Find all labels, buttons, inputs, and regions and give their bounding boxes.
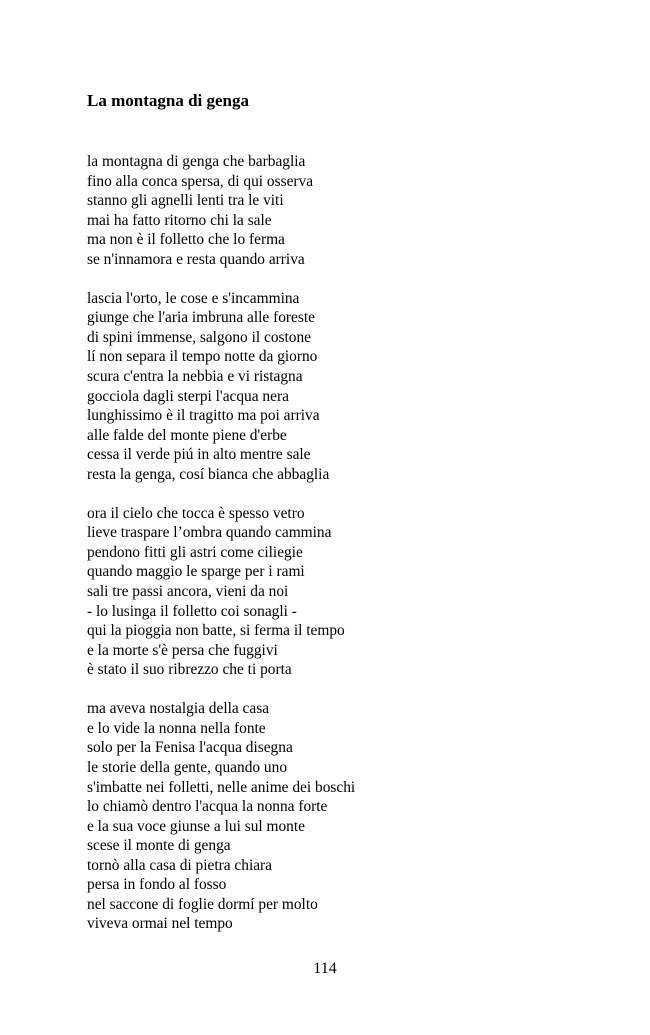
poem-line: ma non è il folletto che lo ferma — [87, 231, 285, 249]
poem-line: cessa il verde piú in alto mentre sale — [87, 446, 311, 464]
poem-line: lascia l'orto, le cose e s'incammina — [87, 289, 300, 307]
poem-line: mai ha fatto ritorno chi la sale — [87, 211, 272, 229]
stanza — [87, 289, 567, 484]
poem-line: ora il cielo che tocca è spesso vetro — [87, 504, 305, 522]
poem-line: sali tre passi ancora, vieni da noi — [87, 583, 289, 601]
poem-line: lunghissimo è il tragitto ma poi arriva — [87, 407, 320, 425]
poem-line: è stato il suo ribrezzo che ti porta — [87, 661, 292, 679]
poem-line: lí non separa il tempo notte da giorno — [87, 348, 318, 366]
poem-line: fino alla conca spersa, di qui osserva — [87, 172, 314, 190]
poem-line: s'imbatte nei folletti, nelle anime dei boschi — [87, 778, 356, 796]
poem-line: e la sua voce giunse a lui sul monte — [87, 817, 305, 835]
poem-line: e la morte s'è persa che fuggivi — [87, 641, 278, 659]
poem-line: la montagna di genga che barbaglia — [87, 153, 306, 170]
stanza — [87, 699, 567, 934]
poem-line: resta la genga, cosí bianca che abbaglia — [87, 465, 330, 483]
poem-line: di spini immense, salgono il costone — [87, 328, 311, 346]
poem-line: e lo vide la nonna nella fonte — [87, 719, 266, 737]
poem-body — [87, 152, 567, 953]
poem-title: La montagna di genga — [87, 91, 249, 110]
poem-line: tornò alla casa di pietra chiara — [87, 856, 273, 874]
poem-line: qui la pioggia non batte, si ferma il tempo — [87, 622, 345, 640]
poem-line: lo chiamò dentro l'acqua la nonna forte — [87, 798, 328, 816]
poem-line: - lo lusinga il folletto coi sonagli - — [87, 602, 297, 620]
stanza — [87, 504, 567, 680]
poem-line: stanno gli agnelli lenti tra le viti — [87, 192, 284, 210]
poem-line: gocciola dagli sterpi l'acqua nera — [87, 387, 289, 405]
poem-line: nel saccone di foglie dormí per molto — [87, 895, 318, 913]
poem-line: persa in fondo al fosso — [87, 876, 227, 894]
poem-line: lieve traspare l’ombra quando cammina — [87, 524, 332, 542]
page-number: 114 — [313, 960, 337, 977]
poem-line: alle falde del monte piene d'erbe — [87, 426, 287, 444]
poem-line: quando maggio le sparge per i rami — [87, 563, 305, 581]
poem-line: pendono fitti gli astri come ciliegie — [87, 543, 303, 561]
poem-line: scese il monte di genga — [87, 837, 231, 855]
poem-line: giunge che l'aria imbruna alle foreste — [87, 309, 315, 327]
poem-line: scura c'entra la nebbia e vi ristagna — [87, 368, 303, 386]
poem-line: ma aveva nostalgia della casa — [87, 700, 270, 718]
poem-line: se n'innamora e resta quando arriva — [87, 250, 305, 268]
stanza — [87, 152, 567, 269]
poem-line: solo per la Fenisa l'acqua disegna — [87, 739, 293, 757]
poem-line: le storie della gente, quando uno — [87, 758, 288, 776]
poem-line: viveva ormai nel tempo — [87, 915, 233, 933]
